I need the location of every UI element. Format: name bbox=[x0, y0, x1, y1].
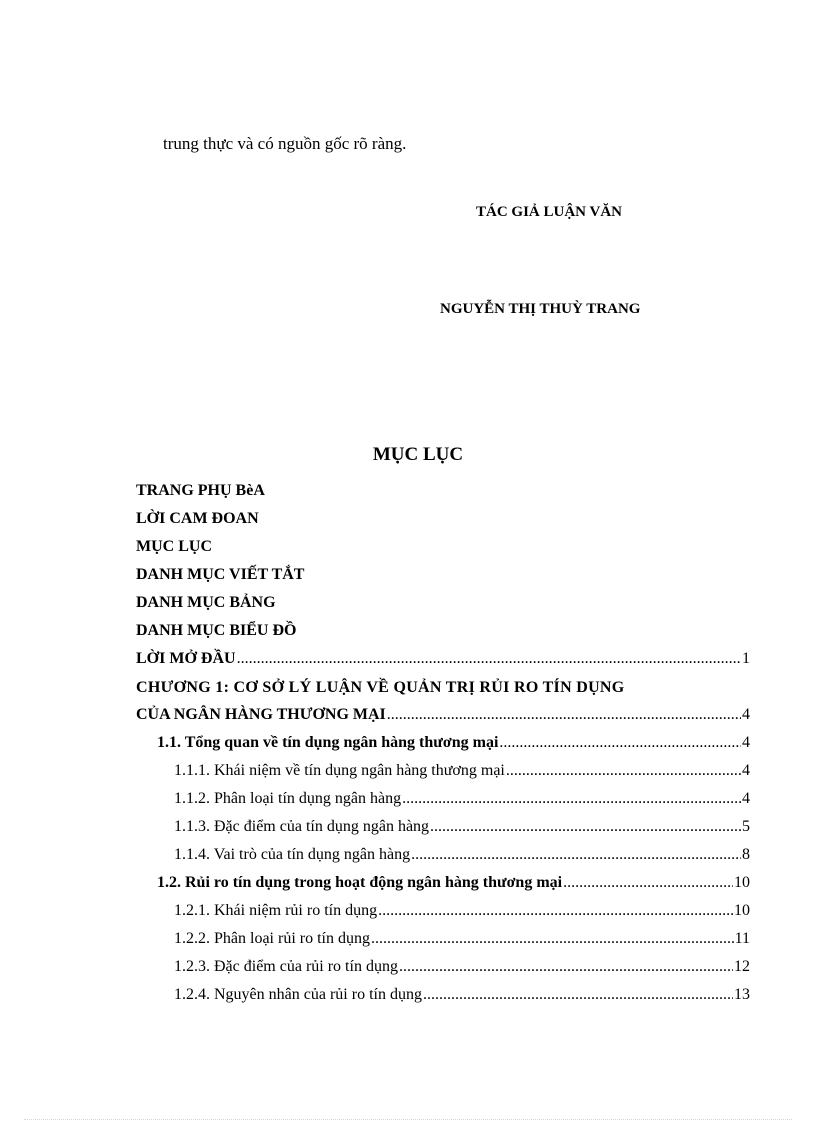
toc-entry-subsection bbox=[174, 955, 750, 979]
toc-entry-label: LỜI MỞ ĐẦU bbox=[136, 650, 236, 667]
toc-entry-subsection bbox=[174, 843, 750, 867]
dot-leader bbox=[399, 955, 733, 979]
toc-page-number: 5 bbox=[742, 818, 750, 835]
dot-leader bbox=[378, 899, 733, 923]
toc-entry-label: 1.2.4. Nguyên nhân của rủi ro tín dụng bbox=[174, 986, 422, 1003]
toc-entry-chapter bbox=[136, 703, 750, 727]
dot-leader bbox=[237, 647, 741, 671]
toc-entry-label: 1.1.3. Đặc điểm của tín dụng ngân hàng bbox=[174, 818, 430, 835]
toc-page-number: 4 bbox=[742, 734, 750, 751]
toc-entry-label: CỦA NGÂN HÀNG THƯƠNG MẠI bbox=[136, 706, 386, 723]
toc-front-matter-item: DANH MỤC BẢNG bbox=[136, 594, 276, 611]
toc-entry-subsection bbox=[174, 759, 750, 783]
toc-title: MỤC LỤC bbox=[372, 444, 464, 465]
toc-entry-section bbox=[157, 731, 750, 755]
toc-front-matter-item: LỜI CAM ĐOAN bbox=[136, 510, 259, 527]
toc-page-number: 4 bbox=[742, 790, 750, 807]
page-bottom-divider bbox=[24, 1119, 792, 1120]
dot-leader bbox=[499, 731, 741, 755]
toc-page-number: 10 bbox=[734, 902, 750, 919]
toc-entry-label: 1.2.1. Khái niệm rủi ro tín dụng bbox=[174, 902, 378, 919]
declaration-text: trung thực và có nguồn gốc rõ ràng. bbox=[163, 134, 407, 153]
toc-chapter-title: CHƯƠNG 1: CƠ SỞ LÝ LUẬN VỀ QUẢN TRỊ RỦI RO TÍN DỤNG bbox=[136, 679, 625, 696]
toc-entry-section bbox=[157, 871, 750, 895]
toc-entry-label: 1.2.2. Phân loại rủi ro tín dụng bbox=[174, 930, 370, 947]
toc-page-number: 4 bbox=[742, 762, 750, 779]
dot-leader bbox=[430, 815, 741, 839]
dot-leader bbox=[423, 983, 733, 1007]
toc-entry-label: 1.1.1. Khái niệm về tín dụng ngân hàng thương mại bbox=[174, 762, 505, 779]
toc-page-number: 1 bbox=[742, 650, 750, 667]
toc-entry-label: 1.2.3. Đặc điểm của rủi ro tín dụng bbox=[174, 958, 398, 975]
dot-leader bbox=[411, 843, 741, 867]
toc-entry-subsection bbox=[174, 787, 750, 811]
toc-page-number: 8 bbox=[742, 846, 750, 863]
dot-leader bbox=[506, 759, 741, 783]
dot-leader bbox=[402, 787, 741, 811]
toc-entry-intro bbox=[136, 647, 750, 671]
toc-front-matter-item: TRANG PHỤ BèA bbox=[136, 482, 265, 499]
toc-page-number: 4 bbox=[742, 706, 750, 723]
toc-entry-subsection bbox=[174, 983, 750, 1007]
toc-page-number: 12 bbox=[734, 958, 750, 975]
toc-page-number: 11 bbox=[734, 930, 750, 947]
toc-front-matter-item: DANH MỤC BIỂU ĐỒ bbox=[136, 622, 297, 639]
toc-entry-subsection bbox=[174, 927, 750, 951]
dot-leader bbox=[563, 871, 733, 895]
toc-page-number: 13 bbox=[734, 986, 750, 1003]
toc-entry-label: 1.1.4. Vai trò của tín dụng ngân hàng bbox=[174, 846, 411, 863]
toc-page-number: 10 bbox=[734, 874, 750, 891]
toc-entry-label: 1.1. Tổng quan về tín dụng ngân hàng thương mại bbox=[157, 734, 499, 751]
toc-entry-label: 1.1.2. Phân loại tín dụng ngân hàng bbox=[174, 790, 402, 807]
toc-entry-subsection bbox=[174, 899, 750, 923]
dot-leader bbox=[371, 927, 734, 951]
dot-leader bbox=[387, 703, 741, 727]
toc-entry-label: 1.2. Rủi ro tín dụng trong hoạt động ngân hàng thương mại bbox=[157, 874, 563, 891]
toc-front-matter-item: MỤC LỤC bbox=[136, 538, 212, 555]
toc-front-matter-item: DANH MỤC VIẾT TẮT bbox=[136, 566, 305, 583]
author-role: TÁC GIẢ LUẬN VĂN bbox=[476, 204, 622, 220]
author-name: NGUYỄN THỊ THUỲ TRANG bbox=[440, 301, 641, 317]
toc-entry-subsection bbox=[174, 815, 750, 839]
